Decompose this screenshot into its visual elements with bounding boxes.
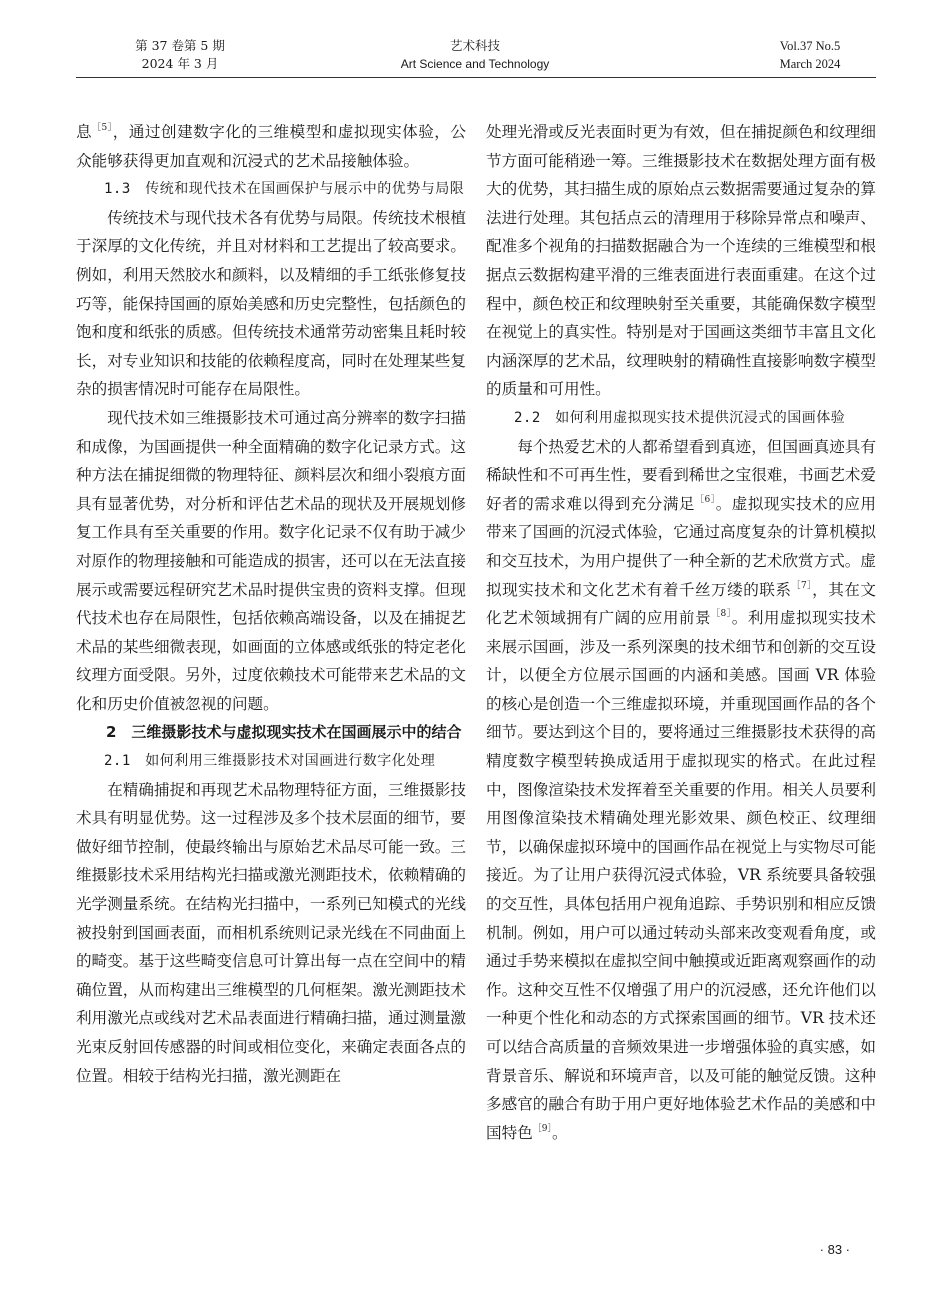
paragraph-traditional-tech: 传统技术与现代技术各有优势与局限。传统技术根植于深厚的文化传统，并且对材料和工艺提出了较高要求。例如，利用天然胶水和颜料，以及精细的手工纸张修复技巧等，能保持国画的原始美感和历史完整性，包括颜色的饱和度和纸张的质感。但传统技术通常劳动密集且耗时较长，对专业知识和技能的依赖程度高，同时在处理某些复杂的损害情况时可能存在局限性。 — [76, 208, 466, 399]
section-heading-2: 2 三维摄影技术与虚拟现实技术在国画展示中的结合 — [106, 723, 462, 742]
paragraph-vr-experience — [486, 433, 876, 1148]
citation-8: ［8］ — [711, 609, 732, 620]
right-column — [486, 118, 876, 1147]
text-span: 每个热爱艺术的人都希望看到真迹，但国画真迹具有稀缺性和不可再生性，要看到稀世之宝很难，书画艺术爱好者的需求难以得到充分满足 — [486, 437, 876, 513]
text-span: 。利用虚拟现实技术来展示国画，涉及一系列深奥的技术细节和创新的交互设计，以便全方位展示国画的内涵和美感。国画 VR 体验的核心是创造一个三维虚拟环境，并重现国画作品的各个细节。要达到这个目的，要将通过三维摄影技术获得的高精度数字模型转换成适用于虚拟现实的格式。在此过程中，图像渲染技术发挥着至关重要的作用。相关人员要利用图像渲染技术精确处理光影效果、颜色校正、纹理细节，以确保虚拟环境中的国画作品在视觉上与实物尽可能接近。为了让用户获得沉浸式体验，VR 系统要具备较强的交互性，具体包括用户视角追踪、手势识别和相应反馈机制。例如，用户可以通过转动头部来改变观看角度，或通过手势来模拟在虚拟空间中触摸或近距离观察画作的动作。这种交互性不仅增强了用户的沉浸感，还允许他们以一种更个性化和动态的方式探索国画的细节。VR 技术还可以结合高质量的音频效果进一步增强体验的真实感，如背景音乐、解说和环境声音，以及可能的触觉反馈。这种多感官的融合有助于用户更好地体验艺术作品的美感和中国特色 — [486, 609, 876, 1142]
journal-title-en: Art Science and Technology — [400, 57, 550, 71]
paragraph-continued-right: 处理光滑或反光表面时更为有效，但在捕捉颜色和纹理细节方面可能稍逊一筹。三维摄影技术在数据处理方面有极大的优势，其扫描生成的原始点云数据需要通过复杂的算法进行处理。其包括点云的清理用于移除异常点和噪声、配准多个视角的扫描数据融合为一个连续的三维模型和根据点云数据构建平滑的三维表面进行表面重建。在这个过程中，颜色校正和纹理映射至关重要，其能确保数字模型在视觉上的真实性。特别是对于国画这类细节丰富且文化内涵深厚的艺术品，纹理映射的精确性直接影响数字模型的质量和可用性。 — [486, 123, 876, 399]
text-span: 。 — [552, 1123, 568, 1142]
text-span: 。虚拟现实技术的应用带来了国画的沉浸式体验，它通过高度复杂的计算机模拟和交互技术，为用户提供了一种全新的艺术欣赏方式。虚拟现实技术和文化艺术有着千丝万缕的联系 — [486, 494, 876, 599]
page-number: · 83 · — [819, 1242, 850, 1257]
section-heading-2-2: 2.2 如何利用虚拟现实技术提供沉浸式的国画体验 — [514, 409, 846, 426]
header-rule — [76, 77, 876, 78]
text-span: ，其在文化艺术领域拥有广阔的应用前景 — [486, 580, 876, 628]
header-volume-cn — [100, 37, 260, 73]
citation-5: ［5］ — [92, 123, 113, 133]
section-heading-2-1: 2.1 如何利用三维摄影技术对国画进行数字化处理 — [104, 753, 436, 770]
volume-issue-en: Vol.37 No.5 — [779, 39, 841, 53]
journal-title-cn: 艺术科技 — [449, 38, 500, 53]
date-en: March 2024 — [779, 57, 841, 71]
paragraph-modern-tech: 现代技术如三维摄影技术可通过高分辨率的数字扫描和成像，为国画提供一种全面精确的数字化记录方式。这种方法在捕捉细微的物理特征、颜料层次和细小裂痕方面具有显著优势，对分析和评估艺术品的现状及开展规划修复工作具有至关重要的作用。数字化记录不仅有助于减少对原作的物理接触和可能造成的损害，还可以在无法直接展示或需要远程研究艺术品时提供宝贵的资料支撑。但现代技术也存在局限性，包括依赖高端设备，以及在捕捉艺术品的某些细微表现，如画面的立体感或纸张的特定老化纹理方面受限。另外，过度依赖技术可能带来艺术品的文化和历史价值被忽视的问题。 — [76, 408, 466, 713]
text-span: ，通过创建数字化的三维模型和虚拟现实体验，公众能够获得更加直观和沉浸式的艺术品接触体验。 — [76, 123, 466, 170]
section-heading-1-3: 1.3 传统和现代技术在国画保护与展示中的优势与局限 — [104, 181, 465, 198]
date-cn: 2024 年 3 月 — [141, 56, 219, 71]
header-volume-en — [760, 37, 860, 73]
page-header — [0, 0, 950, 80]
volume-issue-cn: 第 37 卷第 5 期 — [135, 38, 225, 53]
citation-7: ［7］ — [791, 580, 813, 591]
paragraph-3d-photography: 在精确捕捉和再现艺术品物理特征方面，三维摄影技术具有明显优势。这一过程涉及多个技术层面的细节，要做好细节控制，使最终输出与原始艺术品尽可能一致。三维摄影技术采用结构光扫描或激光测距技术，依赖精确的光学测量系统。在结构光扫描中，一系列已知模式的光线被投射到国画表面，而相机系统则记录光线在不同曲面上的畸变。基于这些畸变信息可计算出每一点在空间中的精确位置，从而构建出三维模型的几何框架。激光测距技术利用激光点或线对艺术品表面进行精确扫描，通过测量激光束反射回传感器的时间或相位变化，来确定表面各点的位置。相较于结构光扫描，激光测距在 — [76, 780, 466, 1085]
paragraph-continued — [76, 118, 466, 175]
left-column — [76, 118, 466, 1090]
citation-9: ［9］ — [532, 1123, 553, 1134]
citation-6: ［6］ — [695, 494, 716, 505]
text-span: 息 — [76, 123, 93, 141]
header-journal — [325, 37, 625, 73]
